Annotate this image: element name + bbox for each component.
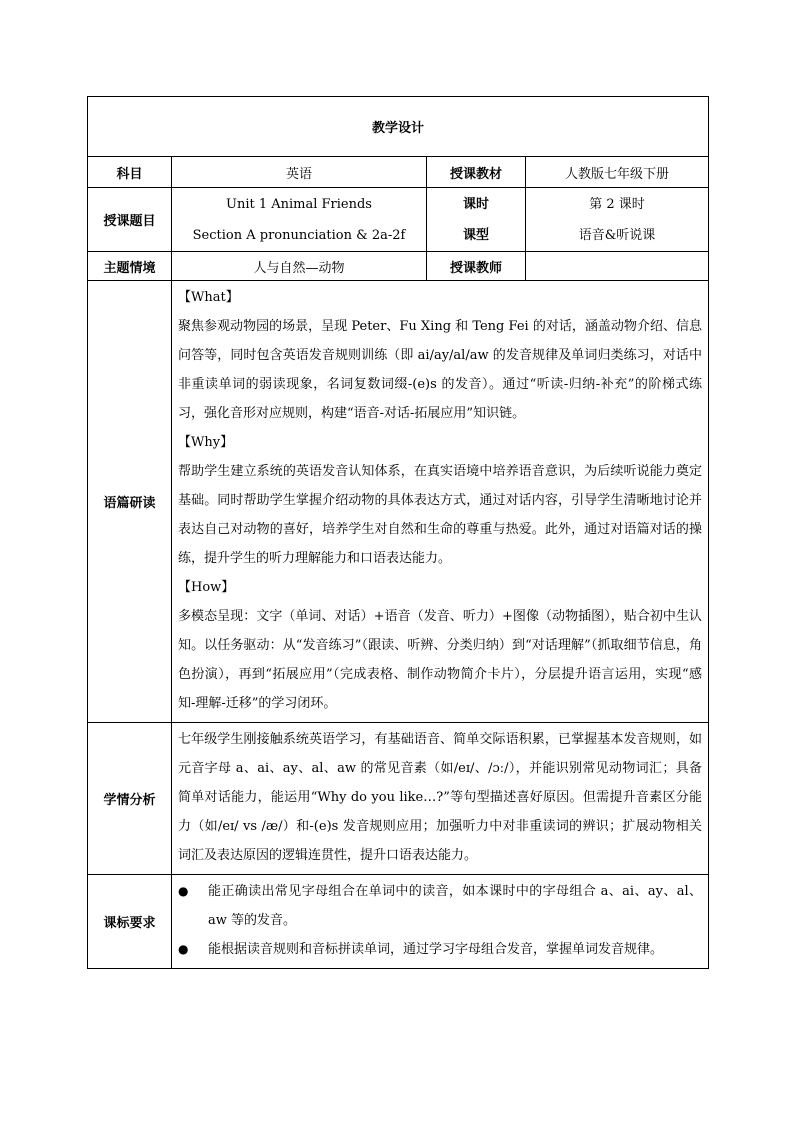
textbook-value: 人教版七年级下册 — [526, 157, 709, 188]
period-type-values — [526, 188, 709, 252]
textbook-label: 授课教材 — [427, 157, 526, 188]
curriculum-item-text: 能正确读出常见字母组合在单词中的读音，如本课时中的字母组合 a、ai、ay、al、aw 等的发音。 — [208, 884, 703, 928]
type-value: 语音&听说课 — [578, 227, 656, 243]
teacher-label: 授课教师 — [427, 252, 526, 281]
title-row — [88, 97, 709, 157]
subject-label: 科目 — [88, 157, 172, 188]
curriculum-item — [178, 935, 702, 964]
theme-value: 人与自然—动物 — [172, 252, 427, 281]
curriculum-item — [178, 877, 702, 935]
theme-label: 主题情境 — [88, 252, 172, 281]
curriculum-item-text: 能根据读音规则和音标拼读单词，通过学习字母组合发音，掌握单词发音规律。 — [208, 942, 664, 957]
subject-value: 英语 — [172, 157, 427, 188]
student-analysis-content — [172, 723, 709, 875]
theme-row — [88, 252, 709, 281]
page-title: 教学设计 — [88, 97, 709, 157]
what-text: 聚焦参观动物园的场景，呈现 Peter、Fu Xing 和 Teng Fei 的对话，涵盖动物介绍、信息问答等，同时包含英语发音规则训练（即 ai/ay/al/aw 的发音规律及单词归类练习，对话中非重读单词的弱读现象，名词复数词缀-(e)s 的发音）。通过“听读-归纳-补充”的阶梯式练习，强化音形对应规则，构建“语音-对话-拓展应用”知识链。 — [178, 319, 703, 421]
subject-row — [88, 157, 709, 188]
text-study-row — [88, 281, 709, 723]
student-analysis-text: 七年级学生刚接触系统英语学习，有基础语音、简单交际语积累，已掌握基本发音规则，如元音字母 a、ai、ay、al、aw 的常见音素（如/eɪ/、/ɔː/），并能识别常见动物词汇；具备简单对话能力，能运用“Why do you like…?”等句型描述喜好原因。但需提升音素区分能力（如/eɪ/ vs /æ/）和-(e)s 发音规则应用；加强听力中对非重读词的辨识；扩展动物相关词汇及表达原因的逻辑连贯性，提升口语表达能力。 — [178, 732, 703, 863]
topic-row — [88, 188, 709, 252]
curriculum-row — [88, 875, 709, 969]
period-value: 第 2 课时 — [589, 196, 645, 212]
curriculum-label: 课标要求 — [88, 875, 172, 969]
bullet-icon: ● — [178, 942, 189, 956]
text-study-label: 语篇研读 — [88, 281, 172, 723]
type-label: 课型 — [462, 227, 489, 243]
period-type-labels — [427, 188, 526, 252]
period-label: 课时 — [462, 196, 489, 212]
topic-value — [172, 188, 427, 252]
curriculum-content — [172, 875, 709, 969]
student-analysis-row — [88, 723, 709, 875]
student-analysis-label: 学情分析 — [88, 723, 172, 875]
text-study-content — [172, 281, 709, 723]
teacher-value — [526, 252, 709, 281]
how-text: 多模态呈现：文字（单词、对话）+语音（发音、听力）+图像（动物插图），贴合初中生认知。以任务驱动：从“发音练习”（跟读、听辨、分类归纳）到“对话理解”（抓取细节信息，角色扮演），再到“拓展应用”（完成表格、制作动物简介卡片），分层提升语言运用，实现“感知-理解-迁移”的学习闭环。 — [178, 609, 703, 711]
topic-label: 授课题目 — [88, 188, 172, 252]
lesson-plan-table — [87, 96, 709, 969]
how-heading: 【How】 — [178, 580, 235, 595]
why-text: 帮助学生建立系统的英语发音认知体系，在真实语境中培养语音意识，为后续听说能力奠定基础。同时帮助学生掌握介绍动物的具体表达方式，通过对话内容，引导学生清晰地讨论并表达自己对动物的喜好，培养学生对自然和生命的尊重与热爱。此外，通过对语篇对话的操练，提升学生的听力理解能力和口语表达能力。 — [178, 464, 703, 566]
what-heading: 【What】 — [178, 290, 239, 305]
topic-line-1: Unit 1 Animal Friends — [226, 196, 372, 212]
bullet-icon: ● — [178, 884, 189, 898]
why-heading: 【Why】 — [178, 435, 234, 450]
topic-line-2: Section A pronunciation & 2a-2f — [192, 227, 406, 243]
